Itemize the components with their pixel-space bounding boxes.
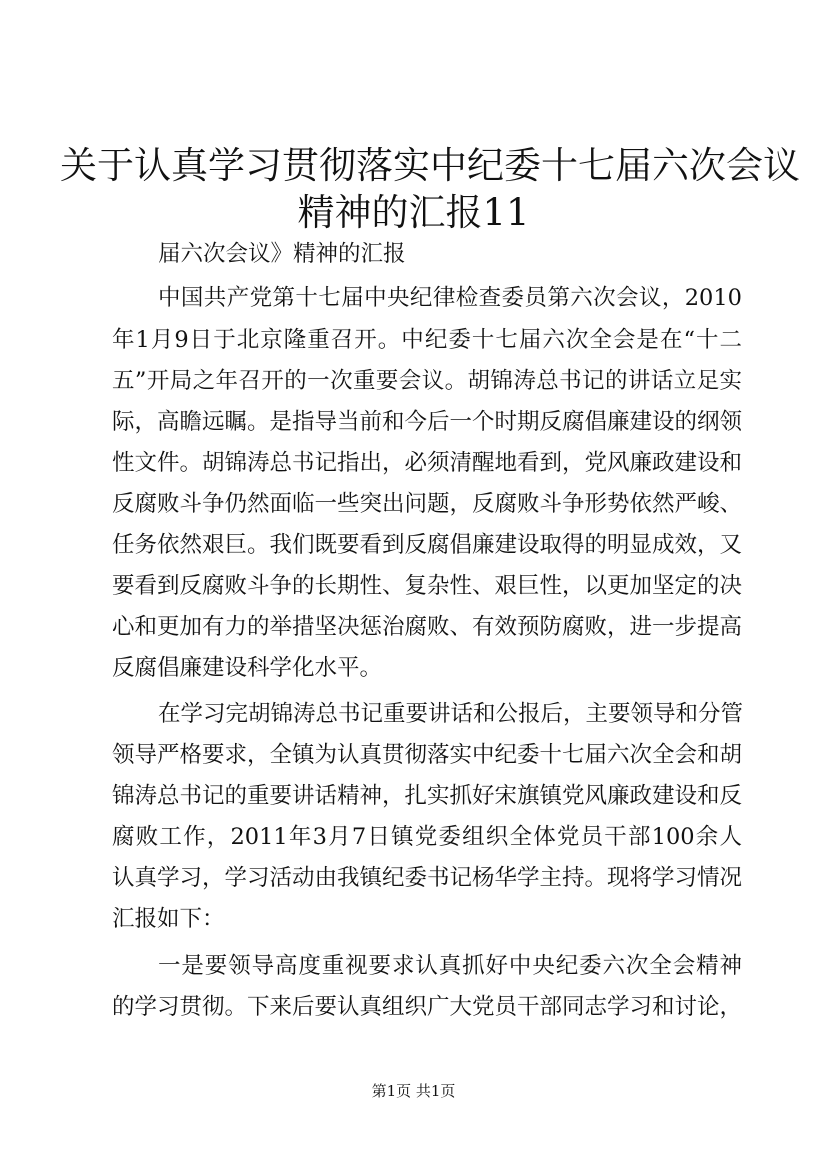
body-line: 届六次会议》精神的汇报	[158, 241, 406, 267]
body-line: 锦涛总书记的重要讲话精神，扎实抓好宋旗镇党风廉政建设和反	[112, 783, 743, 809]
body-line: 认真学习，学习活动由我镇纪委书记杨华学主持。现将学习情况	[112, 865, 743, 891]
body-line: 反腐败斗争仍然面临一些突出问题，反腐败斗争形势依然严峻、	[112, 491, 743, 517]
document-title-line-2: 精神的汇报11	[297, 191, 530, 234]
body-line: 反腐倡廉建设科学化水平。	[112, 655, 383, 681]
body-line: 任务依然艰巨。我们既要看到反腐倡廉建设取得的明显成效，又	[112, 532, 743, 558]
body-line: 腐败工作，2011年3月7日镇党委组织全体党员干部100余人	[112, 824, 742, 850]
body-line: 性文件。胡锦涛总书记指出，必须清醒地看到，党风廉政建设和	[112, 450, 743, 476]
page-number-footer: 第1页 共1页	[371, 1082, 456, 1100]
body-line: 要看到反腐败斗争的长期性、复杂性、艰巨性，以更加坚定的决	[112, 573, 743, 599]
body-line: 心和更加有力的举措坚决惩治腐败、有效预防腐败，进一步提高	[112, 614, 743, 640]
body-line: 中国共产党第十七届中央纪律检查委员第六次会议，2010	[158, 285, 742, 311]
body-line: 一是要领导高度重视要求认真抓好中央纪委六次全会精神	[158, 953, 742, 979]
body-line: 年1月9日于北京隆重召开。中纪委十七届六次全会是在“十二	[112, 327, 742, 353]
body-line: 五”开局之年召开的一次重要会议。胡锦涛总书记的讲话立足实	[112, 368, 742, 394]
document-title-line-1: 关于认真学习贯彻落实中纪委十七届六次会议	[60, 144, 800, 187]
body-line: 领导严格要求，全镇为认真贯彻落实中纪委十七届六次全会和胡	[112, 742, 743, 768]
body-line: 的学习贯彻。下来后要认真组织广大党员干部同志学习和讨论，	[112, 994, 743, 1020]
body-line: 际，高瞻远瞩。是指导当前和今后一个时期反腐倡廉建设的纲领	[112, 409, 743, 435]
body-line: 在学习完胡锦涛总书记重要讲话和公报后，主要领导和分管	[158, 701, 744, 727]
body-line: 汇报如下：	[112, 906, 225, 932]
